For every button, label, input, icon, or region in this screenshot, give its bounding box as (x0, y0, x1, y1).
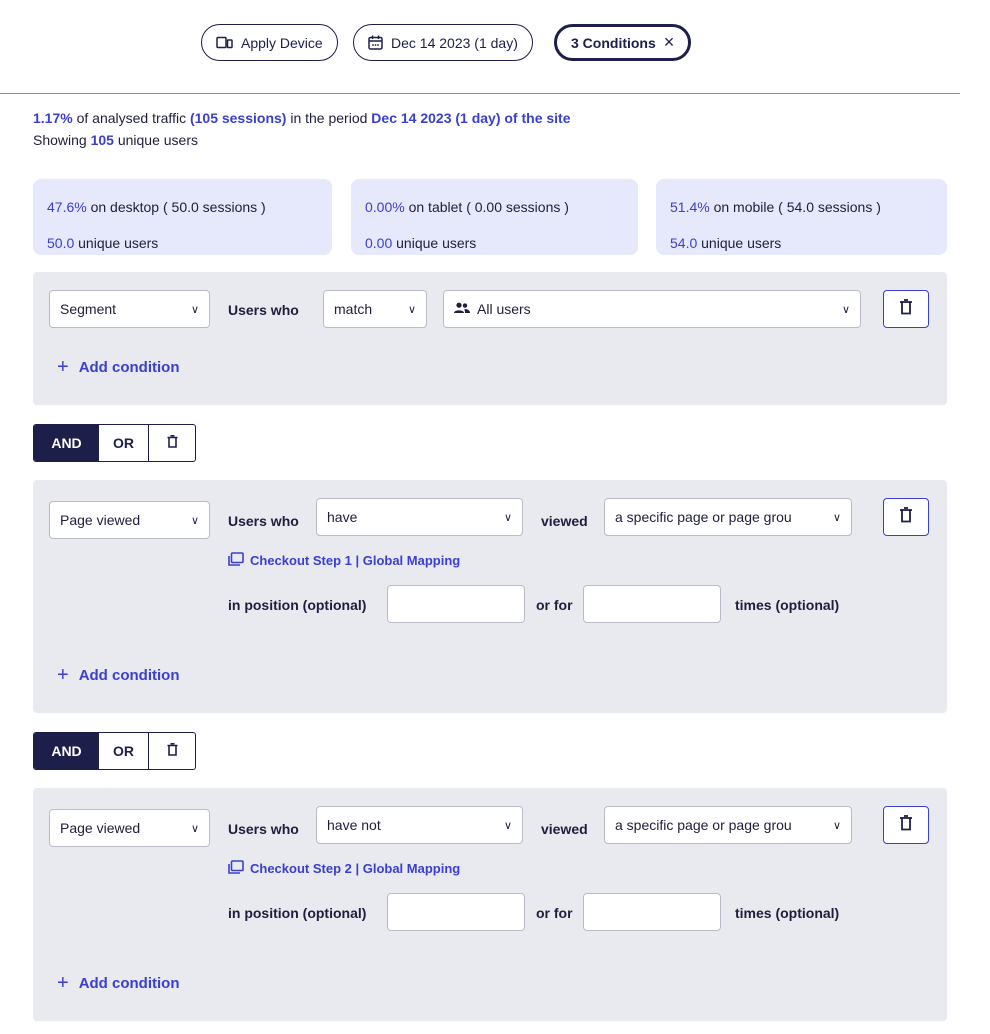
have-select[interactable] (316, 498, 523, 536)
tablet-users (365, 225, 624, 261)
viewed-label: viewed (541, 513, 588, 529)
have-value: have not (327, 817, 381, 833)
mobile-stats-card (656, 179, 947, 255)
page-target-select[interactable] (604, 498, 852, 536)
viewed-label: viewed (541, 821, 588, 837)
users-who-label: Users who (228, 821, 299, 837)
summary-text: Showing (33, 132, 91, 148)
filter-bar (0, 24, 990, 62)
logic-operator-toggle (33, 424, 196, 462)
match-select[interactable] (323, 290, 427, 328)
delete-condition-button[interactable] (883, 290, 929, 328)
summary-users: 105 (90, 132, 114, 148)
tablet-sessions-text: on tablet ( 0.00 sessions ) (404, 199, 569, 215)
conditions-label: 3 Conditions (571, 34, 656, 51)
tablet-percentage: 0.00% (365, 199, 405, 215)
add-condition-button[interactable] (57, 356, 180, 379)
plus-icon: + (57, 972, 69, 994)
have-select[interactable] (316, 806, 523, 844)
trash-icon (167, 743, 178, 759)
page-target-value: a specific page or page grou (615, 509, 792, 525)
and-toggle[interactable]: AND (34, 733, 99, 769)
logic-operator-toggle (33, 732, 196, 770)
summary-sessions: (105 sessions) (189, 110, 287, 126)
desktop-users-count: 50.0 (47, 235, 75, 251)
segment-value: All users (477, 301, 531, 317)
condition-type-select[interactable] (49, 809, 210, 847)
divider (0, 93, 960, 94)
users-who-label: Users who (228, 302, 299, 318)
chevron-down-icon: ∨ (190, 303, 199, 316)
summary-text: in the period (286, 110, 372, 126)
apply-device-label: Apply Device (241, 34, 323, 51)
trash-icon (167, 435, 178, 451)
users-icon (454, 301, 470, 317)
trash-icon (899, 507, 913, 527)
date-range-label: Dec 14 2023 (1 day) (391, 34, 518, 51)
times-input[interactable] (583, 585, 721, 623)
or-for-label: or for (536, 597, 573, 613)
selected-page-link[interactable] (228, 552, 460, 569)
times-label: times (optional) (735, 905, 840, 921)
summary-line-2 (33, 129, 571, 151)
mobile-sessions (670, 189, 933, 225)
delete-condition-button[interactable] (883, 806, 929, 844)
chevron-down-icon: ∨ (190, 822, 199, 835)
mobile-percentage: 51.4% (670, 199, 710, 215)
apply-device-button[interactable] (201, 24, 338, 61)
page-icon (228, 860, 244, 877)
desktop-sessions (47, 189, 318, 225)
mobile-sessions-text: on mobile ( 54.0 sessions ) (709, 199, 881, 215)
page-target-value: a specific page or page grou (615, 817, 792, 833)
add-condition-button[interactable] (57, 664, 180, 687)
device-icon (216, 36, 233, 49)
chevron-down-icon: ∨ (832, 511, 841, 524)
conditions-filter-button[interactable] (554, 24, 691, 61)
chevron-down-icon: ∨ (832, 819, 841, 832)
summary-line-1 (33, 107, 571, 129)
tablet-users-text: unique users (392, 235, 477, 251)
calendar-icon (368, 35, 383, 50)
condition-type-value: Page viewed (60, 820, 141, 836)
condition-panel-page-viewed-1 (33, 480, 947, 713)
add-condition-label: Add condition (78, 667, 180, 684)
segment-select[interactable] (443, 290, 861, 328)
have-value: have (327, 509, 358, 525)
position-input[interactable] (387, 585, 525, 623)
page-icon (228, 552, 244, 569)
add-condition-button[interactable] (57, 972, 180, 995)
desktop-users-text: unique users (74, 235, 159, 251)
plus-icon: + (57, 356, 69, 378)
or-toggle[interactable]: OR (99, 733, 149, 769)
add-condition-label: Add condition (78, 359, 180, 376)
times-label: times (optional) (735, 597, 840, 613)
tablet-sessions (365, 189, 624, 225)
mobile-users-count: 54.0 (670, 235, 698, 251)
condition-type-select[interactable] (49, 290, 210, 328)
condition-panel-page-viewed-2 (33, 788, 947, 1021)
page-target-select[interactable] (604, 806, 852, 844)
position-label: in position (optional) (228, 905, 367, 921)
traffic-summary (33, 107, 571, 151)
mobile-users (670, 225, 933, 261)
delete-group-button[interactable] (149, 733, 195, 769)
summary-text: unique users (113, 132, 199, 148)
add-condition-label: Add condition (78, 975, 180, 992)
close-icon[interactable]: × (663, 32, 675, 52)
chevron-down-icon: ∨ (190, 514, 199, 527)
summary-text: of analysed traffic (72, 110, 190, 126)
selected-page-label: Checkout Step 2 | Global Mapping (250, 861, 461, 876)
chevron-down-icon: ∨ (407, 303, 416, 316)
condition-type-value: Page viewed (60, 512, 141, 528)
segment-value-wrap (454, 301, 531, 317)
position-input[interactable] (387, 893, 525, 931)
chevron-down-icon: ∨ (841, 303, 850, 316)
or-for-label: or for (536, 905, 573, 921)
desktop-percentage: 47.6% (47, 199, 87, 215)
tablet-stats-card (351, 179, 638, 255)
trash-icon (899, 815, 913, 835)
condition-panel-segment (33, 272, 947, 405)
summary-percentage: 1.17% (33, 110, 73, 126)
delete-condition-button[interactable] (883, 498, 929, 536)
or-toggle[interactable]: OR (99, 425, 149, 461)
condition-type-value: Segment (60, 301, 117, 317)
desktop-sessions-text: on desktop ( 50.0 sessions ) (86, 199, 266, 215)
trash-icon (899, 299, 913, 319)
times-input[interactable] (583, 893, 721, 931)
summary-period: Dec 14 2023 (1 day) of the site (371, 110, 571, 126)
position-label: in position (optional) (228, 597, 367, 613)
mobile-users-text: unique users (697, 235, 782, 251)
match-value: match (334, 301, 373, 317)
tablet-users-count: 0.00 (365, 235, 393, 251)
chevron-down-icon: ∨ (503, 511, 512, 524)
selected-page-label: Checkout Step 1 | Global Mapping (250, 553, 461, 568)
delete-group-button[interactable] (149, 425, 195, 461)
and-toggle[interactable]: AND (34, 425, 99, 461)
users-who-label: Users who (228, 513, 299, 529)
chevron-down-icon: ∨ (503, 819, 512, 832)
date-range-button[interactable] (353, 24, 533, 61)
desktop-stats-card (33, 179, 332, 255)
desktop-users (47, 225, 318, 261)
condition-type-select[interactable] (49, 501, 210, 539)
selected-page-link[interactable] (228, 860, 460, 877)
plus-icon: + (57, 664, 69, 686)
